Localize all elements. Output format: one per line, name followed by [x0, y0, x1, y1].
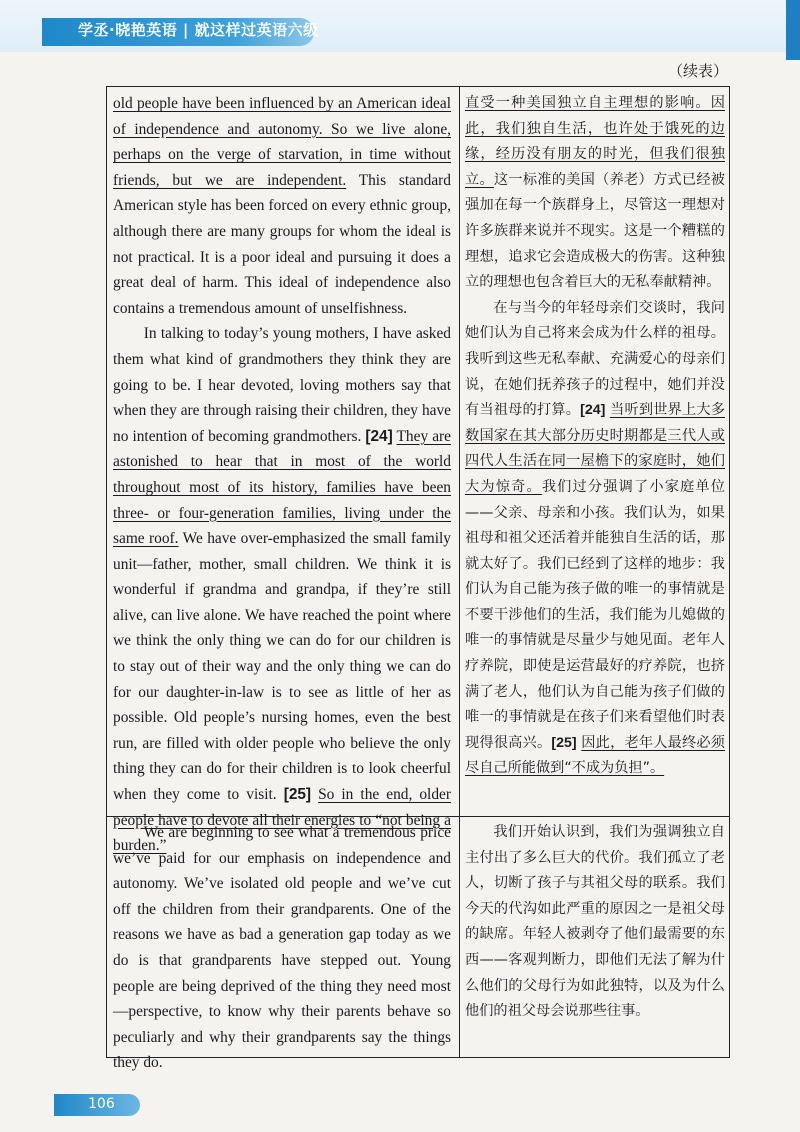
underlined-sentence: old people have been influenced by an American ideal of independence and autonomy. So we live alone, perhaps on the verge of starvation, in time without friends, but we are independent. [113, 95, 451, 189]
paragraph-text: This standard American style has been forced on every ethnic group, although there are many groups for whom the ideal is not practical. It is a poor ideal and pursuing it does a great deal of harm. This ideal of independence also contains a tremendous amount of unselfishness. [113, 171, 451, 317]
chinese-paragraph-2 [465, 296, 725, 782]
chinese-paragraph-1 [465, 91, 725, 296]
question-number-24: [24] [580, 402, 606, 419]
edge-tab [786, 0, 800, 60]
question-number-25: [25] [551, 734, 577, 751]
column-divider [459, 87, 460, 1057]
underlined-sentence-24: They are astonished to hear that in most of the world throughout most of its history, families have been three- or four-generation families, living under the same roof. [113, 427, 451, 548]
page-header [0, 0, 800, 52]
english-cell-2 [113, 820, 451, 1076]
underlined-translation-25: 因此，老年人最终必须尽自己所能做到“不成为负担”。 [465, 734, 725, 777]
paragraph-text: 这一标准的美国（养老）方式已经被强加在每一个族群身上，尽管这一理想对许多族群来说并不现实。这是一个糟糕的理想，追求它会造成极大的伤害。这种独立的理想也包含着巨大的无私奉献精神。 [465, 171, 725, 291]
underlined-translation-24: 当听到世界上大多数国家在其大部分历史时期都是三代人或四代人生活在同一屋檐下的家庭时，她们大为惊奇。 [465, 402, 725, 495]
paragraph-text: In talking to today’s young mothers, I have asked them what kind of grandmothers they think they are going to be. I hear devoted, loving mothers say that when they are through raising their children, they have no intention of becoming grandmothers. [113, 325, 451, 445]
chinese-cell-1 [465, 91, 725, 782]
english-paragraph-1 [113, 91, 451, 321]
english-cell-1 [113, 91, 451, 859]
chinese-paragraph-3: 我们开始认识到，我们为强调独立自主付出了多么巨大的代价。我们孤立了老人，切断了孩子与其祖父母的联系。我们今天的代沟如此严重的原因之一是祖父母的缺席。年轻人被剥夺了他们最需要的东西——客观判断力，即他们无法了解为什么他们的父母行为如此独特，以及为什么他们的祖父母会说那些往事。 [465, 824, 725, 1020]
question-number-24: [24] [365, 427, 393, 445]
english-paragraph-3: We are beginning to see what a tremendous price we’ve paid for our emphasis on independence and autonomy. We’ve isolated old people and we’ve cut off the children from their grandparents. One of the reasons we have as bad a generation gap today as we do is that grandparents have stepped out. Young people are being deprived of the thing they need most—perspective, to know why their parents behave so peculiarly and why their grandparents say the things they do. [113, 824, 451, 1072]
paragraph-text: 我们过分强调了小家庭单位——父亲、母亲和小孩。我们认为，如果祖母和祖父还活着并能独自生活的话，那就太好了。我们已经到了这样的地步：我们认为自己能为孩子做的唯一的事情就是不要干涉他们的生活，我们能为儿媳做的唯一的事情就是尽量少与她见面。老年人疗养院，即使是运营最好的疗养院，也挤满了老人，他们认为自己能为孩子们做的唯一的事情就是在孩子们来看望他们时表现得很高兴。 [465, 478, 725, 751]
paragraph-text: We have over-emphasized the small family unit—father, mother, small children. We think it is wonderful if grandma and grandpa, if they’re still alive, can live alone. We have reached the point where we think the only thing we can do for our children is to stay out of their way and the only thing we can do for our daughter-in-law is to see as little of her as possible. Old people’s nursing homes, even the best run, are filled with older people who believe the only thing they can do for their children is to look cheerful when they come to visit. [113, 530, 451, 804]
underlined-translation: 直受一种美国独立自主理想的影响。因此，我们独自生活，也许处于饿死的边缘，经历没有朋友的时光，但我们很独立。 [465, 95, 725, 188]
chinese-cell-2 [465, 820, 725, 1025]
page-number: 106 [88, 1096, 115, 1112]
book-title: 学丞·晓艳英语 | 就这样过英语六级 [78, 21, 319, 39]
english-paragraph-2 [113, 321, 451, 858]
underlined-sentence-25: So in the end, older people have to devote all their energies to “not being a burden.” [113, 786, 451, 855]
continued-label: （续表） [667, 62, 728, 80]
question-number-25: [25] [283, 786, 312, 804]
translation-table [106, 86, 730, 1072]
paragraph-text: 在与当今的年轻母亲们交谈时，我问她们认为自己将来会成为什么样的祖母。我听到这些无私奉献、充满爱心的母亲们说，在她们抚养孩子的过程中，她们并没有当祖母的打算。 [465, 299, 725, 419]
